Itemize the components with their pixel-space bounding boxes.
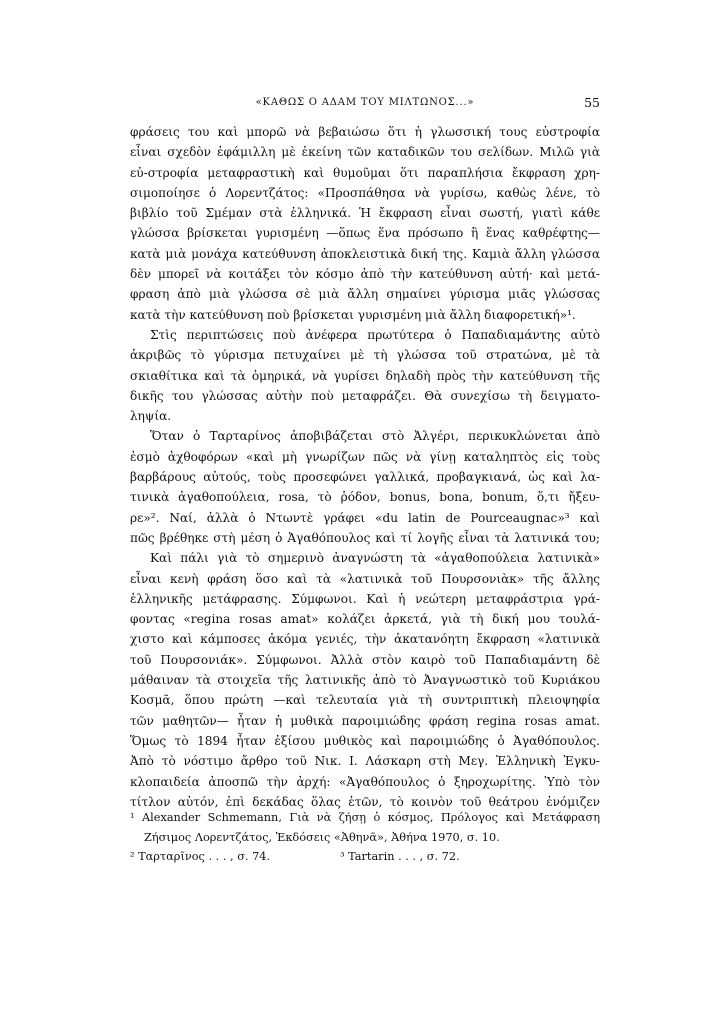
footnote-2: ² Ταρταρῖνος . . . , σ. 74.: [130, 850, 271, 863]
text-line: ἑλληνικῆς μετάφρασης. Σύμφωνοι. Καὶ ἡ νεώτερη μεταφράστρια γρά-: [130, 591, 600, 606]
text-line: ληψία.: [130, 409, 172, 424]
footnote-3: ³ Tartarin . . . , σ. 72.: [340, 850, 460, 863]
text-line: εἶναι κενὴ φράση ὅσο καὶ τὰ «λατινικὰ τοῦ Πουρσονιὰκ» τῆς ἄλλης: [130, 571, 600, 586]
text-line: χιστο καὶ κάμποσες ἀκόμα γενιές, τὴν ἀκατανόητη ἔκφραση «λατινικὰ: [130, 632, 600, 647]
text-line: γλώσσα βρίσκεται γυρισμένη —ὅπως ἕνα πρόσωπο ἢ ἕνας καθρέφτης—: [130, 226, 600, 241]
text-line: ρε»². Ναί, ἀλλὰ ὁ Ντωντὲ γράφει «du latin de Pourceaugnac»³ καὶ: [130, 510, 600, 525]
text-line: δὲν μπορεῖ νὰ κοιτάξει τὸν κόσμο ἀπὸ τὴν κατεύθυνση αὐτή· καὶ μετά-: [130, 267, 600, 282]
text-line: φράσεις του καὶ μπορῶ νὰ βεβαιώσω ὅτι ἡ γλωσσική τους εὐστροφία: [130, 125, 600, 139]
text-line: Στὶς περιπτώσεις ποὺ ἀνέφερα πρωτύτερα ὁ Παπαδιαμάντης αὐτὸ: [150, 327, 600, 342]
footnote-1-line-1: ¹ Alexander Schmemann, Γιὰ νὰ ζήσῃ ὁ κόσμος, Πρόλογος καὶ Μετάφραση: [130, 811, 600, 824]
text-line: Κοσμᾶ, ὅπου πρώτη —καὶ τελευταία γιὰ τὴ συντριπτικὴ πλειοψηφία: [130, 693, 600, 708]
text-line: σιμοποίησε ὁ Λορεντζάτος: «Προσπάθησα νὰ γυρίσω, καθὼς λένε, τὸ: [130, 185, 600, 200]
body-text: [130, 122, 600, 812]
text-line: κατὰ μιὰ μονάχα κατεύθυνση ἀποκλειστικὰ δική της. Καμιὰ ἄλλη γλώσσα: [130, 246, 600, 261]
text-line: Ὅμως τὸ 1894 ἦταν ἐξίσου μυθικὸς καὶ παροιμιώδης ὁ Ἀγαθόπουλος.: [130, 733, 600, 748]
text-line: κλοπαιδεία ἀποσπῶ τὴν ἀρχή: «Ἀγαθόπουλος ὁ ξηροχωρίτης. Ὑπὸ τὸν: [130, 774, 600, 789]
footnote-1-line-2: Ζήσιμος Λορεντζάτος, Ἐκδόσεις «Ἀθηνᾶ», Ἀθήνα 1970, σ. 10.: [144, 830, 500, 844]
text-line: φραση ἀπὸ μιὰ γλώσσα σὲ μιὰ ἄλλη σημαίνει γύρισμα μιᾶς γλώσσας: [130, 287, 600, 302]
text-line: εἶναι σχεδὸν ἐφάμιλλη μὲ ἐκείνη τῶν καταδικῶν του σελίδων. Μιλῶ γιὰ: [130, 145, 600, 160]
text-line: ἐσμὸ ἀχθοφόρων «καὶ μὴ γνωρίζων πῶς νὰ γίνῃ καταληπτὸς εἰς τοὺς: [130, 449, 600, 464]
text-line: σκιαθίτικα καὶ τὰ ὁμηρικά, νὰ γυρίσει δηλαδὴ πρὸς τὴν κατεύθυνση τῆς: [130, 368, 600, 383]
text-line: τινικὰ ἀγαθοπούλεια, rosa, τὸ ῥόδον, bonus, bona, bonum, ὅ,τι ἤξευ-: [130, 490, 600, 505]
text-line: πῶς βρέθηκε στὴ μέση ὁ Ἀγαθόπουλος καὶ τί λογῆς εἶναι τὰ λατινικά του;: [130, 530, 600, 545]
footnote-row: [130, 847, 600, 867]
text-line: μάθαιναν τὰ στοιχεῖα τῆς λατινικῆς ἀπὸ τὸ Ἀναγνωστικὸ τοῦ Κυριάκου: [130, 673, 600, 688]
footnotes: [130, 808, 600, 867]
text-line: εὐ-στροφία μεταφραστικὴ καὶ θυμοῦμαι ὅτι παραπλήσια ἔκφραση χρη-: [130, 165, 600, 180]
text-line: κατὰ τὴν κατεύθυνση ποὺ βρίσκεται γυρισμένη μιὰ ἄλλη διαφορετική»¹.: [130, 307, 576, 322]
text-line: Καὶ πάλι γιὰ τὸ σημερινὸ ἀναγνώστη τὰ «ἀγαθοπούλεια λατινικὰ»: [150, 551, 600, 566]
text-line: τίτλον αὐτόν, ἐπὶ δεκάδας ὅλας ἐτῶν, τὸ κοινὸν τοῦ θεάτρου ἐνόμιζεν: [130, 794, 600, 809]
page-header: [130, 97, 600, 117]
running-title: «ΚΑΘΩΣ Ο ΑΔΑΜ ΤΟΥ ΜΙΛΤΩΝΟΣ...»: [255, 97, 475, 108]
text-line: τοῦ Πουρσονιάκ». Σύμφωνοι. Ἀλλὰ στὸν καιρὸ τοῦ Παπαδιαμάντη δὲ: [130, 652, 600, 667]
text-line: φοντας «regina rosas amat» κολάζει ἀρκετά, γιὰ τὴ δική μου τουλά-: [130, 612, 600, 627]
text-line: βαρβάρους αὐτούς, τοὺς προσεφώνει γαλλικά, προβαγκιανά, ὡς καὶ λα-: [130, 470, 600, 485]
text-line: δικῆς του γλώσσας αὐτὴν ποὺ μεταφράζει. Θὰ συνεχίσω τὴ δειγματο-: [130, 388, 600, 403]
page-number: 55: [584, 95, 600, 110]
text-line: Ὅταν ὁ Ταρταρίνος ἀποβιβάζεται στὸ Ἀλγέρι, περικυκλώνεται ἀπὸ: [150, 429, 600, 444]
text-line: βιβλίο τοῦ Σμέμαν στὰ ἑλληνικά. Ἡ ἔκφραση εἶναι σωστή, γιατὶ κάθε: [130, 206, 600, 221]
text-line: Ἀπὸ τὸ νόστιμο ἄρθρο τοῦ Νικ. Ι. Λάσκαρη στὴ Μεγ. Ἑλληνικὴ Ἐγκυ-: [130, 754, 600, 769]
text-line: τῶν μαθητῶν— ἦταν ἡ μυθικὰ παροιμιώδης φράση regina rosas amat.: [130, 713, 600, 728]
text-line: ἀκριβῶς τὸ γύρισμα πετυχαίνει μὲ τὴ γλώσσα τοῦ στρατώνα, μὲ τὰ: [130, 348, 600, 363]
